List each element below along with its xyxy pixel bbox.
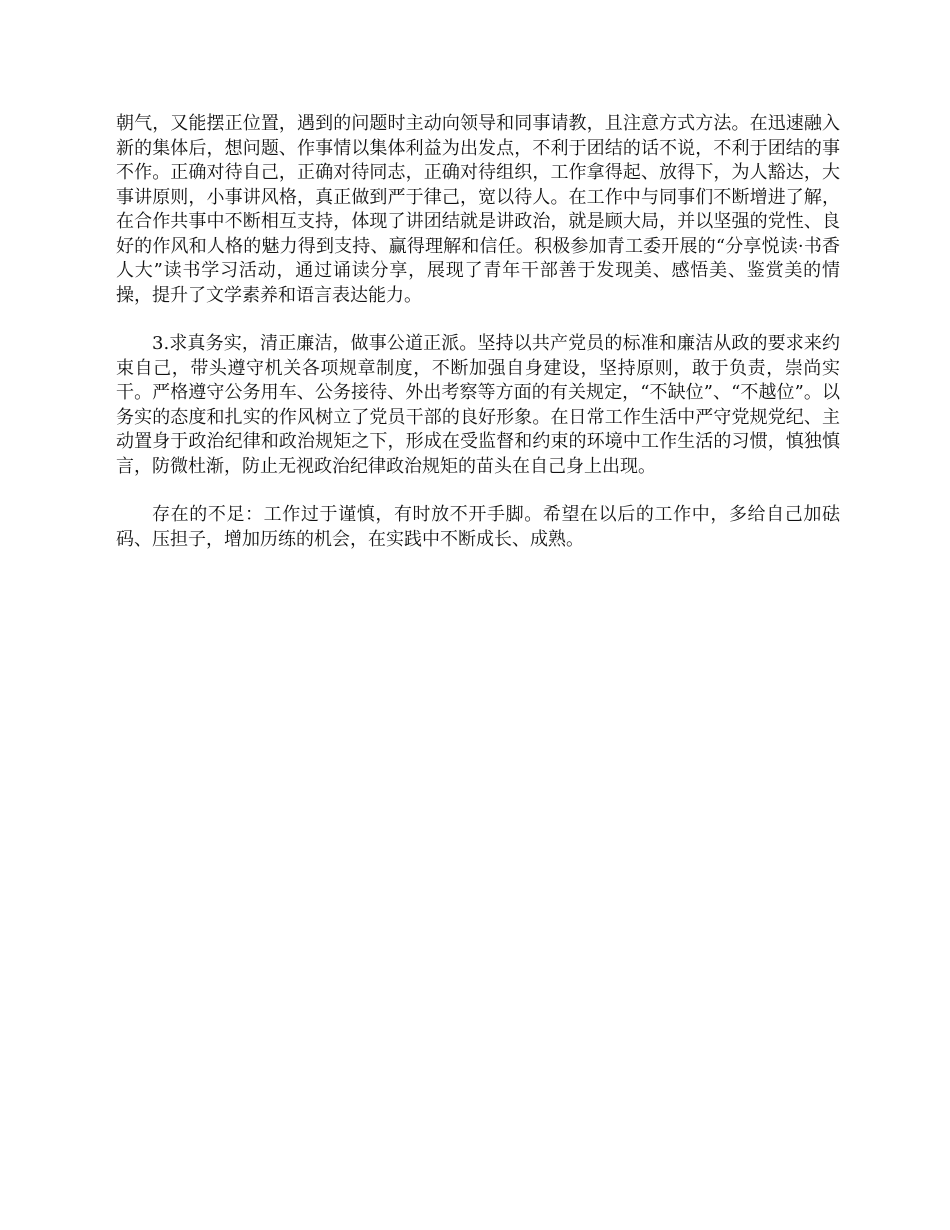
paragraph-section-3: 3.求真务实，清正廉洁，做事公道正派。坚持以共产党员的标准和廉洁从政的要求来约束自己，带头遵守机关各项规章制度，不断加强自身建设，坚持原则，敢于负责，崇尚实干。严格遵守公务用车、公务接待、外出考察等方面的有关规定，“不缺位”、“不越位”。以务实的态度和扎实的作风树立了党员干部的良好形象。在日常工作生活中严守党规党纪、主动置身于政治纪律和政治规矩之下，形成在受监督和约束的环境中工作生活的习惯，慎独慎言，防微杜渐，防止无视政治纪律政治规矩的苗头在自己身上出现。 (116, 333, 840, 477)
paragraph-continuation: 朝气，又能摆正位置，遇到的问题时主动向领导和同事请教，且注意方式方法。在迅速融入新的集体后，想问题、作事情以集体利益为出发点，不利于团结的话不说，不利于团结的事不作。正确对待自己，正确对待同志，正确对待组织，工作拿得起、放得下，为人豁达，大事讲原则，小事讲风格，真正做到严于律己，宽以待人。在工作中与同事们不断增进了解，在合作共事中不断相互支持，体现了讲团结就是讲政治，就是顾大局，并以坚强的党性、良好的作风和人格的魅力得到支持、赢得理解和信任。积极参加青工委开展的“分享悦读·书香人大”读书学习活动，通过诵读分享，展现了青年干部善于发现美、感悟美、鉴赏美的情操，提升了文学素养和语言表达能力。 (116, 113, 840, 306)
paragraph-shortcomings: 存在的不足：工作过于谨慎，有时放不开手脚。希望在以后的工作中，多给自己加砝码、压担子，增加历练的机会，在实践中不断成长、成熟。 (116, 504, 840, 550)
document-body (116, 112, 840, 552)
